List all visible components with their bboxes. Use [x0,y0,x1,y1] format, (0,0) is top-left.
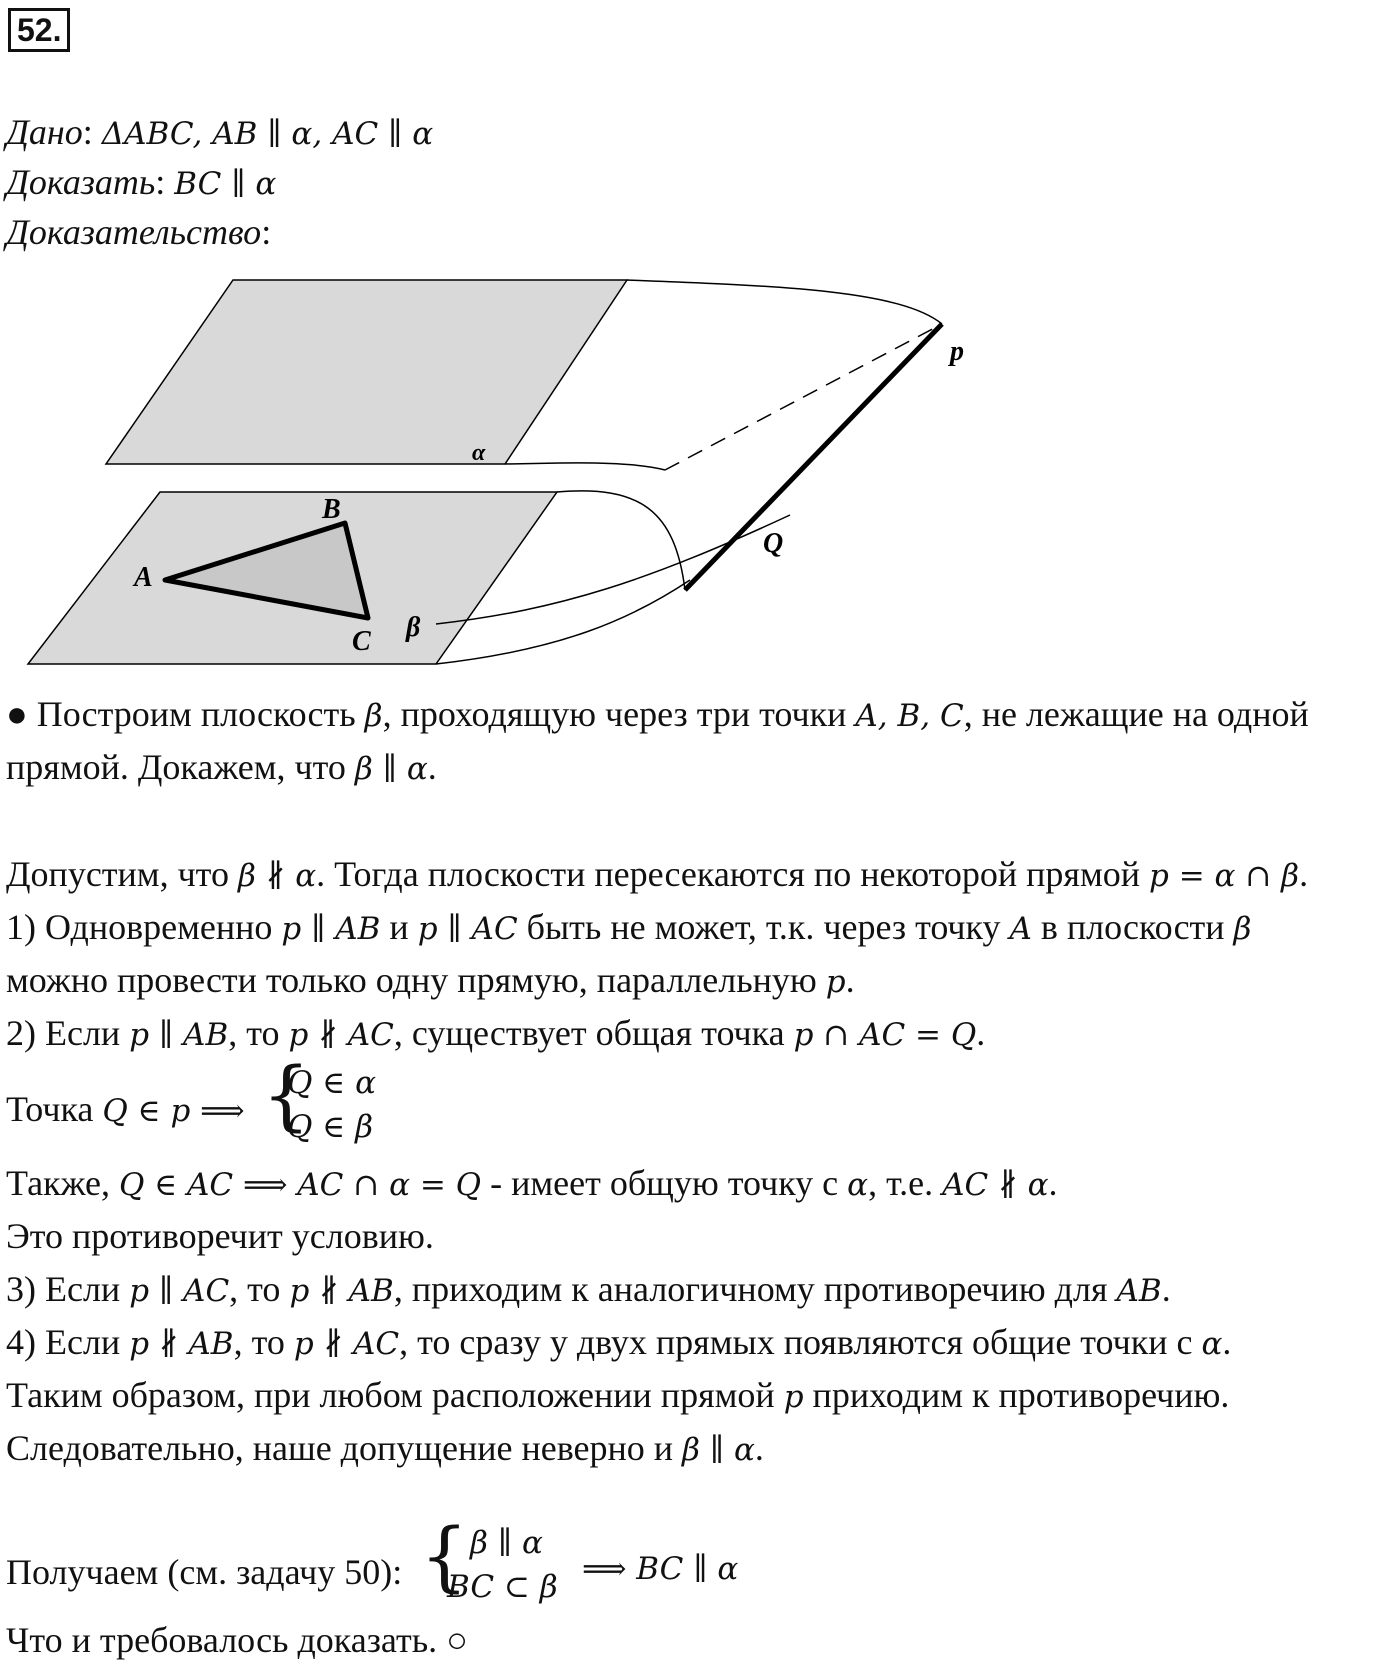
label-a: A [134,562,153,593]
text: Таким образом, при любом расположении прямой [6,1375,784,1415]
para2-line9 [6,1320,1231,1366]
math: Q ∈ p ⟹ [102,1093,245,1129]
math: p ∥ AB [129,1017,229,1053]
text: , проходящую через три точки [382,694,856,734]
text: 2) Если [6,1013,130,1053]
math: β ∦ α [237,858,317,894]
para2-line2 [6,905,1251,951]
text: можно провести только одну прямую, параллельную [6,960,826,1000]
para2-line10 [6,1373,1229,1419]
system-row-1: Q ∈ α [287,1065,377,1101]
para2-line1 [6,852,1308,898]
text: Следовательно, наше допущение неверно и [6,1428,683,1468]
text: , то [233,1322,294,1362]
text: - имеет общую точку с [481,1163,848,1203]
label-alpha: α [472,440,486,466]
text: 4) Если [6,1322,130,1362]
para2-line5 [6,1087,245,1133]
text: , приходим к аналогичному противоречию для [393,1269,1117,1309]
math: p [783,1379,804,1415]
text: . [427,747,437,787]
text: 1) Одновременно [6,907,282,947]
qed-line: Что и требовалось доказать. ○ [6,1620,468,1660]
text: Точка [6,1089,103,1129]
text: , то сразу у двух прямых появляются общие точки с [399,1322,1202,1362]
math: p ∦ AB [129,1326,234,1362]
given-formula: ΔABC, AB ∥ α, AC ∥ α [101,116,434,152]
label-b: B [322,494,341,525]
label-q: Q [763,528,784,559]
line-p [685,324,942,590]
math: p ∦ AB [289,1273,394,1309]
given-colon: : [82,112,93,152]
text: , не лежащие на одной [963,694,1309,734]
conclusion-brace: { [420,1511,469,1600]
text: , то [228,1013,289,1053]
conclusion-row-1: β ∥ α [470,1525,543,1561]
proof-colon: : [261,212,272,252]
alpha-curve-bottom [505,463,665,470]
math: β [364,698,383,734]
math: β ∥ α [354,751,428,787]
prove-label: Доказать [6,162,156,202]
text: и [380,907,418,947]
conclusion-row-2: BC ⊂ β [447,1569,558,1605]
math: α [847,1167,869,1203]
text: . [845,960,855,1000]
math: p ∦ AC [288,1017,394,1053]
text: приходим к противоречию. [803,1375,1230,1415]
math: p [825,964,846,1000]
proof-line [6,210,271,254]
label-beta: β [406,612,421,643]
text: ● Построим плоскость [6,694,365,734]
para2-line4 [6,1011,985,1057]
math: p ∩ AC = Q [793,1017,977,1053]
text: 3) Если [6,1269,130,1309]
text: быть не может, т.к. через точку [517,907,1010,947]
math: α [1201,1326,1223,1362]
para2-line8 [6,1267,1171,1313]
para2-line7: Это противоречит условию. [6,1216,434,1256]
text: , существует общая точка [393,1013,794,1053]
prove-line [6,160,276,206]
para1-line1 [6,692,1309,738]
math: AB [1116,1273,1162,1309]
problem-number: 52. [8,8,70,52]
text: , то [229,1269,290,1309]
para2-line3 [6,958,855,1004]
text: в плоскости [1031,907,1234,947]
para2-line6 [6,1161,1058,1207]
text: . [1222,1322,1232,1362]
proof-label: Доказательство [6,212,262,252]
text: . [754,1428,764,1468]
math: p ∦ AC [293,1326,400,1362]
para2-line11 [6,1426,764,1472]
conclusion-label: Получаем (см. задачу 50): [6,1552,403,1592]
text: . [1048,1163,1058,1203]
label-p: p [950,336,964,367]
math: β [1233,911,1252,947]
prove-colon: : [155,162,166,202]
math: A [1009,911,1032,947]
math: A, B, C [855,698,964,734]
system-brace: { [262,1050,311,1139]
label-c: C [352,626,371,657]
system-row-2: Q ∈ β [287,1109,373,1145]
math: AC ∦ α [942,1167,1049,1203]
geometry-figure [0,280,964,660]
conclusion-result: ⟹ BC ∥ α [582,1551,739,1587]
text: , т.е. [868,1163,943,1203]
beta-curve-top [557,491,685,590]
math: p = α ∩ β [1149,858,1300,894]
given-line [6,110,433,156]
text: Допустим, что [6,854,238,894]
math: β ∥ α [682,1432,755,1468]
prove-formula: BC ∥ α [174,166,277,202]
plane-alpha [106,280,627,464]
given-label: Дано [6,112,83,152]
text: прямой. Докажем, что [6,747,355,787]
alpha-curve-top [627,280,942,324]
para1-line2 [6,745,437,791]
text: . [1161,1269,1171,1309]
text: . [976,1013,986,1053]
text: . Тогда плоскости пересекаются по некоторой прямой [316,854,1150,894]
math: p ∥ AC [417,911,518,947]
math: Q ∈ AC ⟹ AC ∩ α = Q [118,1167,482,1203]
text: . [1299,854,1309,894]
math: p ∥ AC [129,1273,230,1309]
hidden-edge [665,324,942,470]
text: Также, [6,1163,119,1203]
math: p ∥ AB [281,911,381,947]
